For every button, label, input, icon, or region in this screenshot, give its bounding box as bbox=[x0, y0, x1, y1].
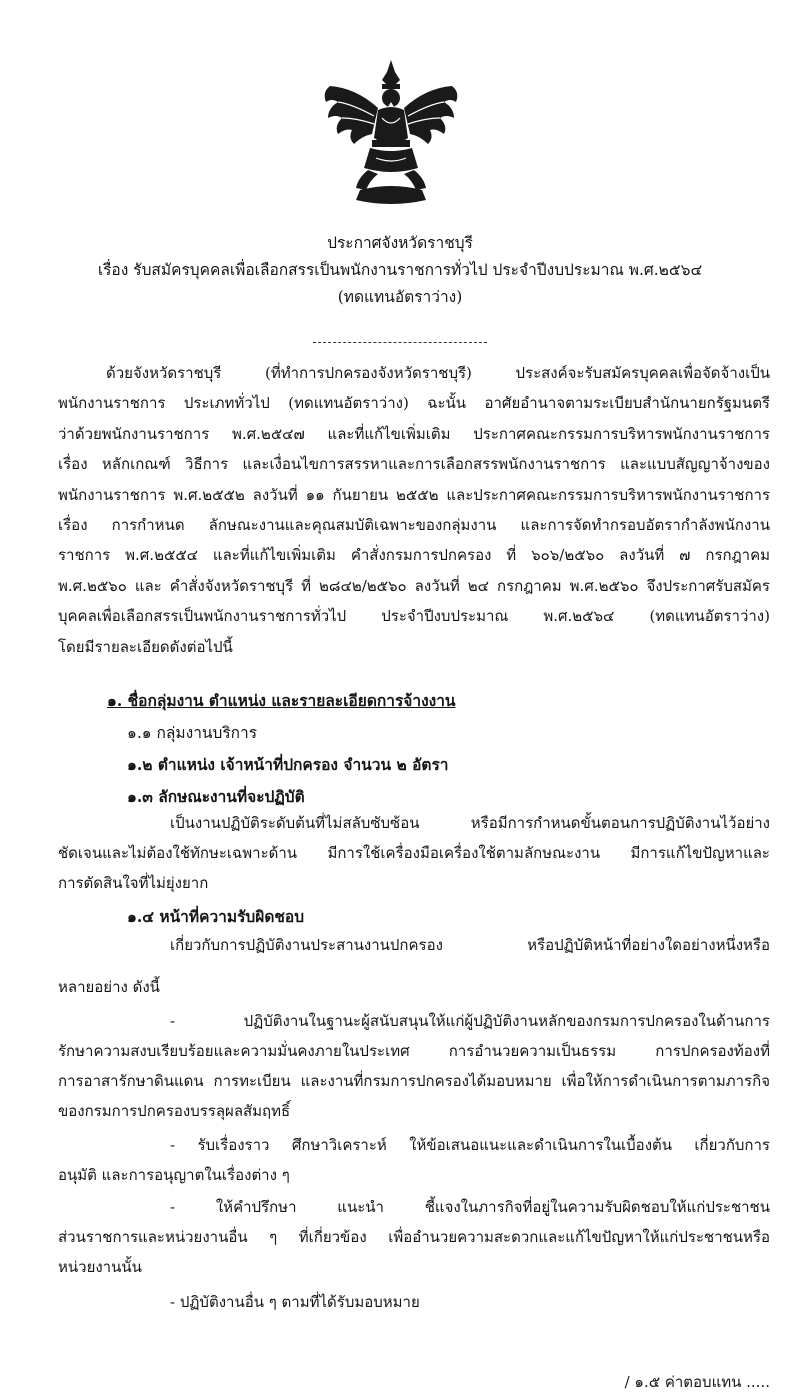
body-line: อนุมัติ และการอนุญาตในเรื่องต่าง ๆ bbox=[58, 1166, 290, 1184]
section-1-2: ๑.๒ ตำแหน่ง เจ้าหน้าที่ปกครอง จำนวน ๒ อัตรา bbox=[127, 755, 449, 774]
body-line: หน่วยงานนั้น bbox=[58, 1258, 142, 1276]
section-1-1: ๑.๑ กลุ่มงานบริการ bbox=[127, 724, 258, 742]
intro-line: เรื่อง การกำหนด ลักษณะงานและคุณสมบัติเฉพาะของกลุ่มงาน และการจัดทำกรอบอัตรากำลังพนักงาน bbox=[58, 516, 770, 535]
intro-line: พนักงานราชการ พ.ศ.๒๕๕๒ ลงวันที่ ๑๑ กันยายน ๒๕๕๒ และประกาศคณะกรรมการบริหารพนักงานราชการ bbox=[58, 485, 770, 504]
intro-line: บุคคลเพื่อเลือกสรรเป็นพนักงานราชการทั่วไป ประจำปีงบประมาณ พ.ศ.๒๕๖๔ (ทดแทนอัตราว่าง) bbox=[58, 607, 770, 626]
body-line: - ให้คำปรึกษา แนะนำ ชี้แจงในภารกิจที่อยู่ในความรับผิดชอบให้แก่ประชาชน bbox=[170, 1198, 770, 1216]
announcement-subtitle: (ทดแทนอัตราว่าง) bbox=[337, 288, 463, 306]
body-line: เป็นงานปฏิบัติระดับต้นที่ไม่สลับซับซ้อน หรือมีการกำหนดขั้นตอนการปฏิบัติงานไว้อย่าง bbox=[170, 814, 770, 832]
document-header bbox=[0, 230, 800, 311]
intro-line: โดยมีรายละเอียดดังต่อไปนี้ bbox=[58, 637, 233, 656]
announcement-subject: เรื่อง รับสมัครบุคคลเพื่อเลือกสรรเป็นพนักงานราชการทั่วไป ประจำปีงบประมาณ พ.ศ.๒๕๖๔ bbox=[97, 261, 703, 279]
body-line: ชัดเจนและไม่ต้องใช้ทักษะเฉพาะด้าน มีการใช้เครื่องมือเครื่องใช้ตามลักษณะงาน มีการแก้ไขปัญหาและ bbox=[58, 844, 770, 862]
body-line: การตัดสินใจที่ไม่ยุ่งยาก bbox=[58, 874, 209, 892]
body-line: รักษาความสงบเรียบร้อยและความมั่นคงภายในประเทศ การอำนวยความเป็นธรรม การปกครองท้องที่ bbox=[58, 1042, 770, 1060]
duty-item-4: - ปฏิบัติงานอื่น ๆ ตามที่ได้รับมอบหมาย bbox=[170, 1293, 420, 1311]
body-line: ส่วนราชการและหน่วยงานอื่น ๆ ที่เกี่ยวข้อง เพื่ออำนวยความสะดวกและแก้ไขปัญหาให้แก่ประชาชนหรือ bbox=[58, 1228, 770, 1246]
announcement-title: ประกาศจังหวัดราชบุรี bbox=[327, 234, 473, 252]
body-line: - ปฏิบัติงานในฐานะผู้สนับสนุนให้แก่ผู้ปฏิบัติงานหลักของกรมการปกครองในด้านการ bbox=[170, 1012, 770, 1030]
intro-line: เรื่อง หลักเกณฑ์ วิธีการ และเงื่อนไขการสรรหาและการเลือกสรรพนักงานราชการ และแบบสัญญาจ้างของ bbox=[58, 455, 770, 474]
section-1-4-intro bbox=[58, 930, 770, 1002]
intro-line: ว่าด้วยพนักงานราชการ พ.ศ.๒๕๔๗ และที่แก้ไขเพิ่มเติม ประกาศคณะกรรมการบริหารพนักงานราชการ bbox=[58, 424, 770, 443]
section-1-title: ชื่อกลุ่มงาน ตำแหน่ง และรายละเอียดการจ้างงาน bbox=[127, 691, 456, 710]
intro-line: พ.ศ.๒๕๖๐ และ คำสั่งจังหวัดราชบุรี ที่ ๒๘๔๒/๒๕๖๐ ลงวันที่ ๒๔ กรกฎาคม พ.ศ.๒๕๖๐ จึงประกาศรับสมัคร bbox=[58, 576, 770, 595]
duty-item-3 bbox=[58, 1192, 770, 1282]
intro-paragraph bbox=[58, 358, 770, 662]
duty-item-2 bbox=[58, 1130, 770, 1190]
section-1-number: ๑. bbox=[107, 691, 123, 710]
intro-line: พนักงานราชการ ประเภททั่วไป (ทดแทนอัตราว่าง) ฉะนั้น อาศัยอำนาจตามระเบียบสำนักนายกรัฐมนตรี bbox=[58, 394, 770, 413]
continuation-note: / ๑.๕ ค่าตอบแทน ..... bbox=[624, 1373, 770, 1391]
section-1-4-heading: ๑.๔ หน้าที่ความรับผิดชอบ bbox=[127, 907, 305, 926]
body-line: ของกรมการปกครองบรรลุผลสัมฤทธิ์ bbox=[58, 1102, 291, 1120]
intro-line: ราชการ พ.ศ.๒๕๕๔ และที่แก้ไขเพิ่มเติม คำสั่งกรมการปกครอง ที่ ๖๐๖/๒๕๖๐ ลงวันที่ ๗ กรกฎาคม bbox=[58, 546, 770, 565]
section-1-3-body bbox=[58, 808, 770, 898]
body-line: เกี่ยวกับการปฏิบัติงานประสานงานปกครอง หรือปฏิบัติหน้าที่อย่างใดอย่างหนึ่งหรือ bbox=[170, 936, 770, 954]
duty-item-1 bbox=[58, 1006, 770, 1126]
section-1-3-heading: ๑.๓ ลักษณะงานที่จะปฏิบัติ bbox=[127, 787, 305, 806]
body-line: การอาสารักษาดินแดน การทะเบียน และงานที่กรมการปกครองได้มอบหมาย เพื่อให้การดำเนินการตามภารกิจ bbox=[58, 1072, 770, 1090]
header-divider bbox=[313, 342, 487, 343]
section-1-heading bbox=[107, 688, 456, 713]
intro-line: ด้วยจังหวัดราชบุรี (ที่ทำการปกครองจังหวัดราชบุรี) ประสงค์จะรับสมัครบุคคลเพื่อจัดจ้างเป็น bbox=[106, 364, 770, 382]
body-line: หลายอย่าง ดังนี้ bbox=[58, 978, 160, 996]
garuda-emblem-icon bbox=[316, 58, 466, 208]
body-line: - รับเรื่องราว ศึกษาวิเคราะห์ ให้ข้อเสนอแนะและดำเนินการในเบื้องต้น เกี่ยวกับการ bbox=[170, 1136, 770, 1154]
